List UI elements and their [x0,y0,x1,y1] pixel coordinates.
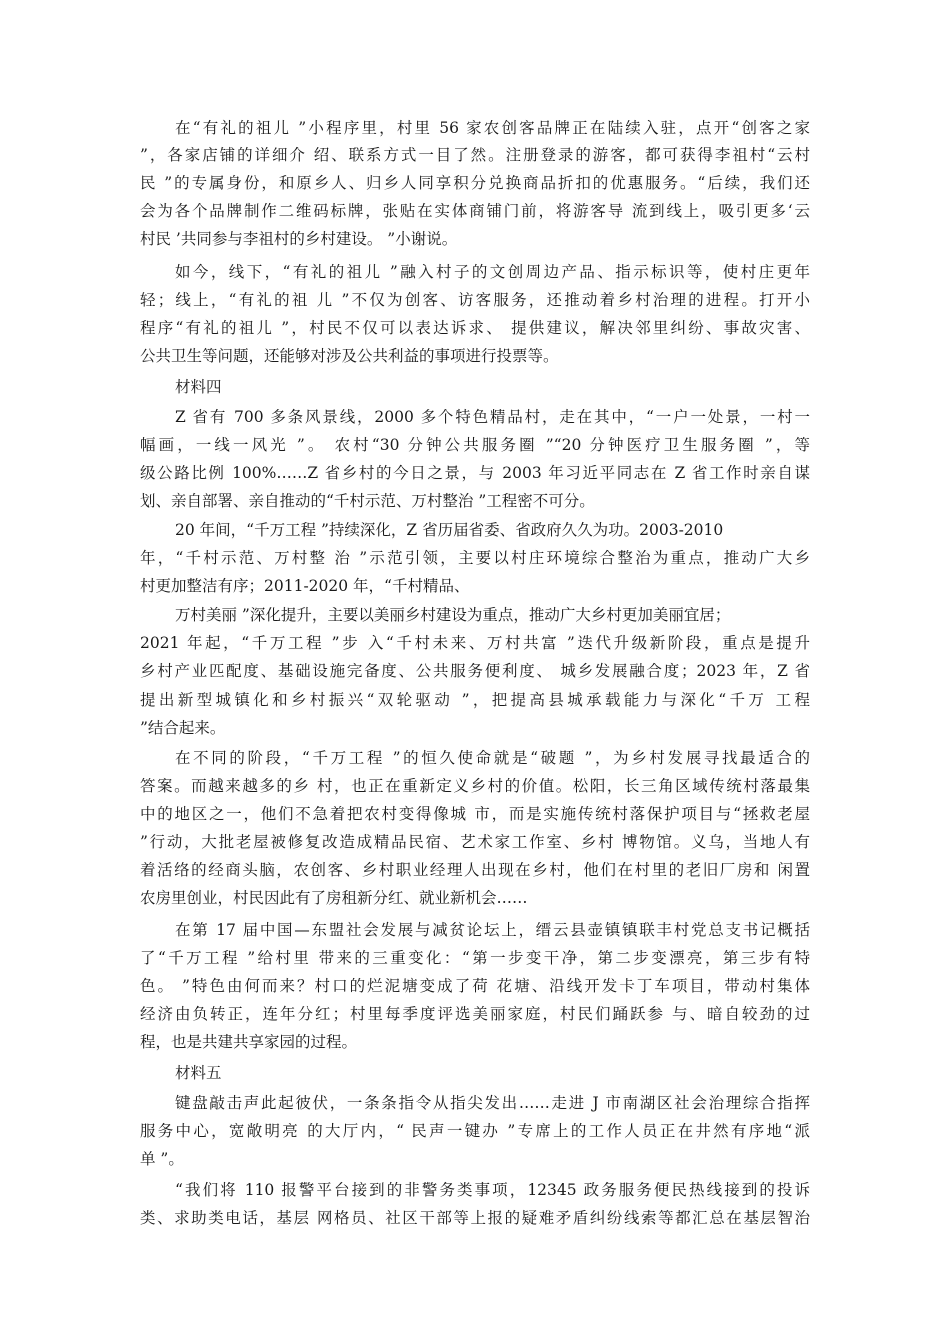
section-heading: 材料五 [175,1064,222,1082]
text-line: 经济由负转正，连年分红；村里每季度评选美丽家庭，村民们踊跃参 与、暗自较劲的过 [140,1005,810,1023]
text-line: 划、亲自部署、亲自推动的“千村示范、万村整治 ”工程密不可分。 [140,492,595,510]
text-line: 在不同的阶段，“千万工程 ”的恒久使命就是“破题 ”，为乡村发展寻找最适合的 [175,749,810,767]
text-line: 在第 17 届中国—东盟社会发展与减贫论坛上，缙云县壶镇镇联丰村党总支书记概括 [175,921,810,939]
text-line: 了“千万工程 ”给村里 带来的三重变化：“第一步变干净，第二步变漂亮，第三步有特 [140,949,810,967]
text-line: 农房里创业，村民因此有了房租新分红、就业新机会…… [140,889,528,907]
text-line: 程序“有礼的祖儿 ”，村民不仅可以表达诉求、 提供建议，解决邻里纠纷、事故灾害、 [140,319,810,337]
text-line: 万村美丽 ”深化提升，主要以美丽乡村建设为重点，推动广大乡村更加美丽宜居； [175,606,731,624]
text-line: ”结合起来。 [140,719,226,737]
section-heading: 材料四 [175,378,222,396]
text-line: 如今，线下，“有礼的祖儿 ”融入村子的文创周边产品、指示标识等，使村庄更年 [175,263,810,281]
text-line: 答案。而越来越多的乡 村，也正在重新定义乡村的价值。松阳，长三角区域传统村落最集 [140,777,810,795]
text-line: 类、求助类电话，基层 网格员、社区干部等上报的疑难矛盾纠纷线索等都汇总在基层智治 [140,1209,810,1227]
text-line: 2021 年起，“千万工程 ”步 入“千村未来、万村共富 ”迭代升级新阶段，重点是提升 [140,634,810,652]
text-line: ”，各家店铺的详细介 绍、联系方式一目了然。注册登录的游客，都可获得李祖村“云村 [140,146,810,164]
text-line: 乡村产业匹配度、基础设施完备度、公共服务便利度、 城乡发展融合度；2023 年，Z 省 [140,662,810,680]
text-line: 程，也是共建共享家园的过程。 [140,1033,358,1051]
text-line: 色。 ”特色由何而来？村口的烂泥塘变成了荷 花塘、沿线开发卡丁车项目，带动村集体 [140,977,810,995]
text-line: Z 省有 700 多条风景线，2000 多个特色精品村，走在其中，“一户一处景，一村一 [175,408,810,426]
text-line: 着活络的经商头脑，农创客、乡村职业经理人出现在乡村，他们在村里的老旧厂房和 闲置 [140,861,810,879]
text-line: ”行动，大批老屋被修复改造成精品民宿、艺术家工作室、乡村 博物馆。义乌，当地人有 [140,833,810,851]
text-line: 幅画，一线一风光 ”。 农村“30 分钟公共服务圈 ”“20 分钟医疗卫生服务圈 ”，等 [140,436,810,454]
text-line: 中的地区之一，他们不急着把农村变得像城 市，而是实施传统村落保护项目与“拯救老屋 [140,805,810,823]
text-line: 轻；线上，“有礼的祖 儿 ”不仅为创客、访客服务，还推动着乡村治理的进程。打开小 [140,291,810,309]
text-line: 键盘敲击声此起彼伏，一条条指令从指尖发出……走进 J 市南湖区社会治理综合指挥 [175,1094,810,1112]
text-line: 年，“千村示范、万村整 治 ”示范引领，主要以村庄环境综合整治为重点，推动广大乡 [140,549,810,567]
text-line: 20 年间，“千万工程 ”持续深化，Z 省历届省委、省政府久久为功。2003-2010 [175,521,724,539]
text-line: 村民 ’共同参与李祖村的乡村建设。 ”小谢说。 [140,230,458,248]
text-line: 村更加整洁有序；2011-2020 年，“千村精品、 [140,577,470,595]
text-line: “我们将 110 报警平台接到的非警务类事项，12345 政务服务便民热线接到的投诉 [175,1181,810,1199]
text-line: 民 ”的专属身份，和原乡人、归乡人同享积分兑换商品折扣的优惠服务。“后续，我们还 [140,174,810,192]
text-line: 公共卫生等问题，还能够对涉及公共利益的事项进行投票等。 [140,347,559,365]
text-line: 会为各个品牌制作二维码标牌，张贴在实体商铺门前，将游客导 流到线上，吸引更多‘云 [140,202,810,220]
text-line: 提出新型城镇化和乡村振兴“双轮驱动 ”，把提高县城承载能力与深化“千万 工程 [140,691,810,709]
text-line: 服务中心，宽敞明亮 的大厅内，“ 民声一键办 ”专席上的工作人员正在井然有序地“派 [140,1122,810,1140]
text-line: 级公路比例 100%……Z 省乡村的今日之景，与 2003 年习近平同志在 Z 省工作时亲自谋 [140,464,810,482]
text-line: 在“有礼的祖儿 ”小程序里，村里 56 家农创客品牌正在陆续入驻，点开“创客之家 [175,119,810,137]
text-line: 单 ”。 [140,1150,184,1168]
